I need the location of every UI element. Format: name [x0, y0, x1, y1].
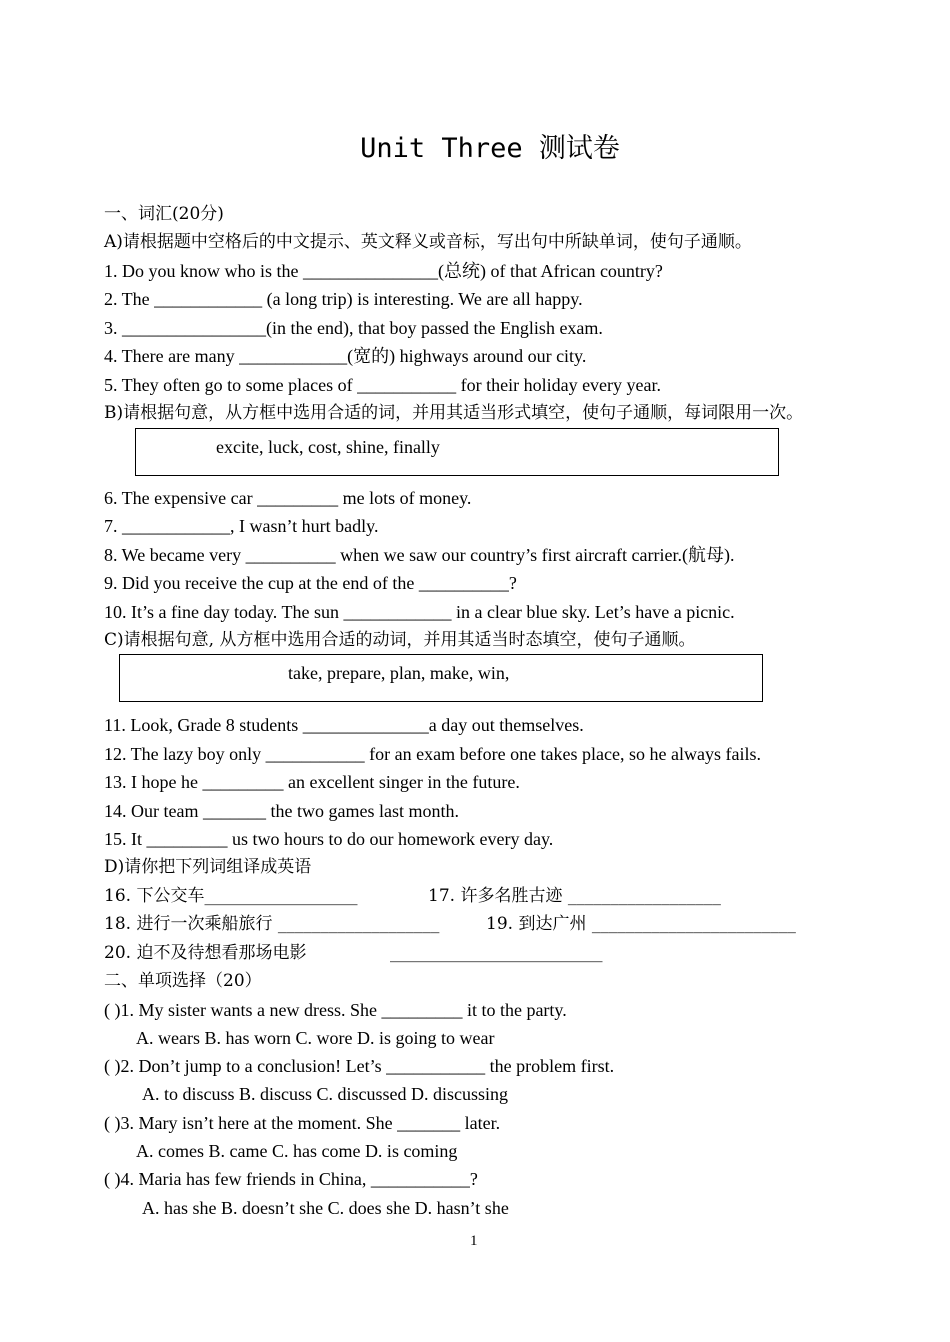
partB-instruction: B)请根据句意，从方框中选用合适的词，并用其适当形式填空，使句子通顺，每词限用一次。	[104, 403, 804, 423]
page-number: 1	[470, 1233, 478, 1249]
question-3: 3. ________________(in the end), that boy passed the English exam.	[104, 318, 603, 338]
question-9: 9. Did you receive the cup at the end of the __________?	[104, 573, 517, 593]
mc-question-3-options: A. comes B. came C. has come D. is coming	[136, 1141, 458, 1161]
mc-question-1-stem: ( )1. My sister wants a new dress. She _________ it to the party.	[104, 1000, 567, 1020]
question-16: 16. 下公交车__________________	[104, 886, 358, 906]
question-1: 1. Do you know who is the _______________(总统) of that African country?	[104, 261, 663, 281]
question-20-blank: _________________________	[390, 943, 603, 963]
question-13: 13. I hope he _________ an excellent singer in the future.	[104, 772, 520, 792]
mc-question-3-stem: ( )3. Mary isn’t here at the moment. She _______ later.	[104, 1113, 501, 1133]
word-box-b-words: excite, luck, cost, shine, finally	[216, 437, 440, 457]
question-7: 7. ____________, I wasn’t hurt badly.	[104, 516, 379, 536]
question-20: 20. 迫不及待想看那场电影	[104, 943, 307, 963]
mc-question-1-options: A. wears B. has worn C. wore D. is going to wear	[136, 1028, 495, 1048]
word-box-c	[119, 654, 763, 702]
question-5: 5. They often go to some places of ___________ for their holiday every year.	[104, 375, 662, 395]
section2-heading: 二、单项选择（20）	[104, 971, 262, 991]
question-10: 10. It’s a fine day today. The sun ____________ in a clear blue sky. Let’s have a picnic.	[104, 602, 735, 622]
question-19: 19. 到达广州 ________________________	[486, 914, 796, 934]
partD-instruction: D)请你把下列词组译成英语	[104, 857, 312, 877]
question-6: 6. The expensive car _________ me lots of money.	[104, 488, 472, 508]
mc-question-4-stem: ( )4. Maria has few friends in China, ___________?	[104, 1169, 478, 1189]
question-2: 2. The ____________ (a long trip) is interesting. We are all happy.	[104, 289, 583, 309]
word-box-b	[135, 428, 779, 476]
mc-question-2-stem: ( )2. Don’t jump to a conclusion! Let’s ___________ the problem first.	[104, 1056, 615, 1076]
question-18: 18. 进行一次乘船旅行 ___________________	[104, 914, 440, 934]
question-14: 14. Our team _______ the two games last month.	[104, 801, 459, 821]
word-box-c-words: take, prepare, plan, make, win,	[288, 663, 510, 683]
partA-instruction: A)请根据题中空格后的中文提示、英文释义或音标，写出句中所缺单词，使句子通顺。	[104, 232, 752, 252]
question-4: 4. There are many ____________(宽的) highways around our city.	[104, 346, 587, 366]
page-title: Unit Three 测试卷	[360, 133, 620, 164]
mc-question-4-options: A. has she B. doesn’t she C. does she D. hasn’t she	[142, 1198, 509, 1218]
question-8: 8. We became very __________ when we saw our country’s first aircraft carrier.(航母).	[104, 545, 735, 565]
mc-question-2-options: A. to discuss B. discuss C. discussed D. discussing	[142, 1084, 509, 1104]
partC-instruction: C)请根据句意, 从方框中选用合适的动词，并用其适当时态填空，使句子通顺。	[104, 630, 696, 650]
question-12: 12. The lazy boy only ___________ for an exam before one takes place, so he always fails.	[104, 744, 761, 764]
question-15: 15. It _________ us two hours to do our homework every day.	[104, 829, 554, 849]
question-11: 11. Look, Grade 8 students ______________a day out themselves.	[104, 715, 584, 735]
section1-heading: 一、词汇(20分)	[104, 204, 224, 224]
question-17: 17. 许多名胜古迹 __________________	[428, 886, 721, 906]
